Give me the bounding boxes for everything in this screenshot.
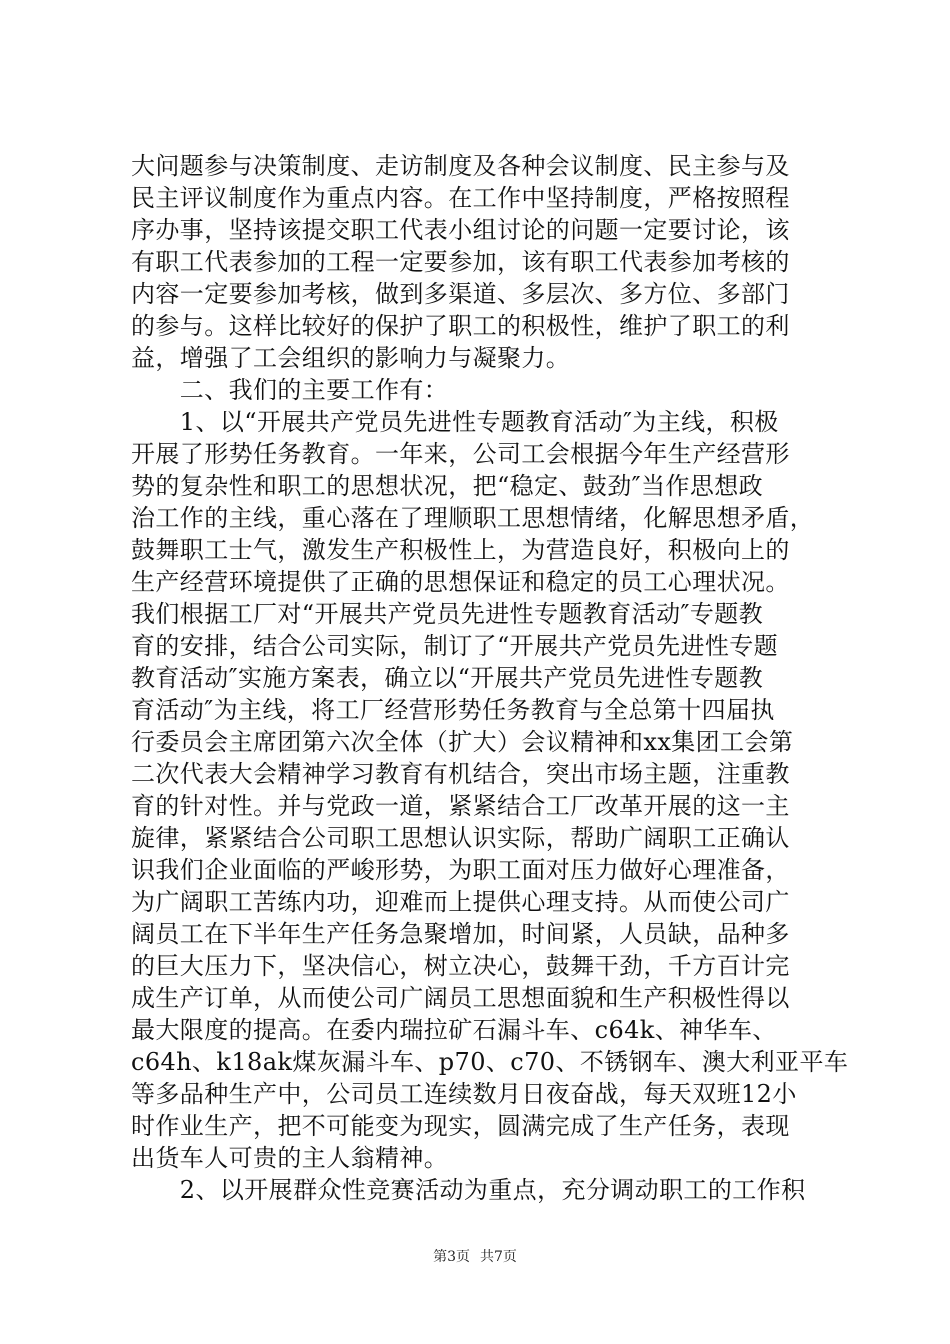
text-line: 益，增强了工会组织的影响力与凝聚力。 — [131, 344, 571, 372]
text-line: 育活动″为主线，将工厂经营形势任务教育与全总第十四届执 — [131, 696, 775, 724]
text-line: 等多品种生产中，公司员工连续数月日夜奋战，每天双班12小 — [131, 1080, 797, 1108]
section-heading: 二、我们的主要工作有： — [131, 376, 449, 404]
text-line: 教育活动″实施方案表，确立以“开展共产党员先进性专题教 — [131, 664, 764, 692]
text-line: 时作业生产，把不可能变为现实，圆满完成了生产任务，表现 — [131, 1112, 790, 1140]
text-line: 行委员会主席团第六次全体（扩大）会议精神和xx集团工会第 — [131, 728, 794, 756]
text-line: 的参与。这样比较好的保护了职工的积极性，维护了职工的利 — [131, 312, 790, 340]
text-line: 识我们企业面临的严峻形势，为职工面对压力做好心理准备， — [131, 856, 790, 884]
text-line: 阔员工在下半年生产任务急聚增加，时间紧，人员缺，品种多 — [131, 920, 790, 948]
text-line: 最大限度的提高。在委内瑞拉矿石漏斗车、c64k、神华车、 — [131, 1016, 777, 1044]
text-line: 的巨大压力下，坚决信心，树立决心，鼓舞干劲，千方百计完 — [131, 952, 790, 980]
page-number: 第3页 — [433, 1249, 470, 1265]
text-line: 成生产订单，从而使公司广阔员工思想面貌和生产积极性得以 — [131, 984, 790, 1012]
text-line: c64h、k18ak煤灰漏斗车、p70、c70、不锈钢车、澳大利亚平车 — [131, 1048, 849, 1076]
page-total: 共7页 — [480, 1249, 517, 1265]
text-line: 旋律，紧紧结合公司职工思想认识实际，帮助广阔职工正确认 — [131, 824, 790, 852]
text-line: 育的针对性。并与党政一道，紧紧结合工厂改革开展的这一主 — [131, 792, 790, 820]
text-line: 育的安排，结合公司实际，制订了“开展共产党员先进性专题 — [131, 632, 779, 660]
text-line: 势的复杂性和职工的思想状况，把“稳定、鼓劲″当作思想政 — [131, 472, 764, 500]
text-line: 1、以“开展共产党员先进性专题教育活动″为主线，积极 — [131, 408, 779, 436]
text-line: 民主评议制度作为重点内容。在工作中坚持制度，严格按照程 — [131, 184, 790, 212]
text-line: 序办事，坚持该提交职工代表小组讨论的问题一定要讨论，该 — [131, 216, 790, 244]
page-footer — [0, 1247, 950, 1267]
text-line: 我们根据工厂对“开展共产党员先进性专题教育活动″专题教 — [131, 600, 764, 628]
text-line: 开展了形势任务教育。一年来，公司工会根据今年生产经营形 — [131, 440, 790, 468]
text-line: 2、以开展群众性竞赛活动为重点，充分调动职工的工作积 — [131, 1176, 806, 1204]
text-line: 出货车人可贵的主人翁精神。 — [131, 1144, 449, 1172]
text-line: 生产经营环境提供了正确的思想保证和稳定的员工心理状况。 — [131, 568, 790, 596]
text-line: 内容一定要参加考核，做到多渠道、多层次、多方位、多部门 — [131, 280, 790, 308]
text-line: 治工作的主线，重心落在了理顺职工思想情绪，化解思想矛盾， — [131, 504, 815, 532]
text-line: 为广阔职工苦练内功，迎难而上提供心理支持。从而使公司广 — [131, 888, 790, 916]
document-body — [131, 150, 849, 1206]
text-line: 有职工代表参加的工程一定要参加，该有职工代表参加考核的 — [131, 248, 790, 276]
text-line: 鼓舞职工士气，激发生产积极性上，为营造良好，积极向上的 — [131, 536, 790, 564]
text-line: 二次代表大会精神学习教育有机结合，突出市场主题，注重教 — [131, 760, 790, 788]
text-line: 大问题参与决策制度、走访制度及各种会议制度、民主参与及 — [131, 152, 790, 180]
